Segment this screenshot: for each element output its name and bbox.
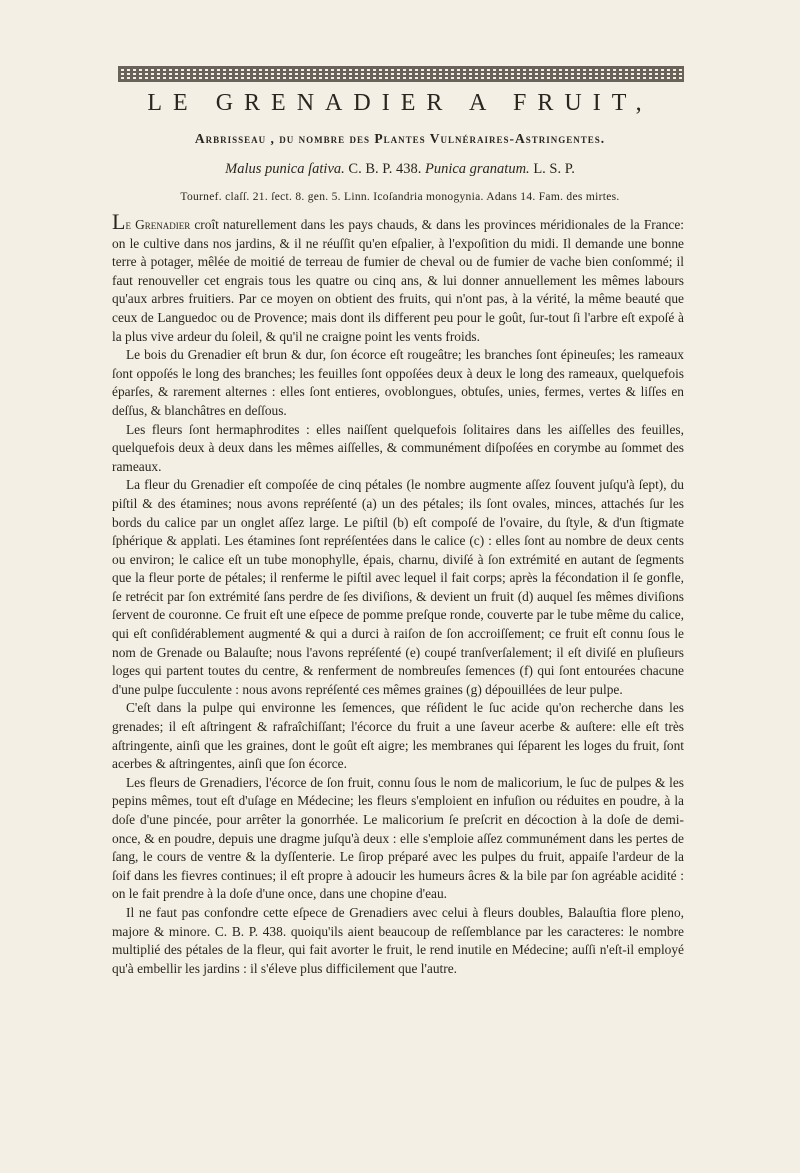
paragraph-5: C'eſt dans la pulpe qui environne les ſemences, que réſident le ſuc acide qu'on recherche dans les grenades; il eſt aſtringent & rafraîchiſſant; l'écorce du fruit a une ſaveur acerbe & auſtere: elle eſt très aſtringente, ainſi que les graines, dont le goût eſt aigre; les membranes qui ſéparent les loges du fruit, ſont acerbes & aſtringentes, ainſi que ſon écorce. [112, 700, 684, 772]
synonym-1-name: Malus punica ſativa. [225, 161, 345, 177]
classification-references: Tournef. claſſ. 21. ſect. 8. gen. 5. Linn. Icoſandria monogynia. Adans 14. Fam. des mirtes. [180, 191, 620, 203]
synonym-2-name: Punica granatum. [424, 161, 530, 177]
paragraph-4: La fleur du Grenadier eſt compoſée de cinq pétales (le nombre augmente aſſez ſouvent juſqu'à ſept), du piſtil & des étamines; nous avons repréſenté (a) un des pétales; ils ſont ovales, minces, attachés ſur les bords du calice par un onglet aſſez large. Le piſtil (b) eſt compoſé de l'ovaire, du ſtyle, & d'un ſtigmate ſphérique & applati. Les étamines ſont repréſentées dans le calice (c) : elles ſont au nombre de deux cents ou environ; le calice eſt un tube monophylle, épais, charnu, diviſé à ſon extrémité en autant de ſegments que la fleur porte de pétales; il renferme le piſtil avec lequel il fait corps; après la fécondation il ſe gonfle, ſe retrécit par ſon extrémité ſans perdre de ſes diviſions, & devient un fruit (d) auquel ſes mêmes diviſions ſervent de couronne. Ce fruit eſt une eſpece de pomme preſque ronde, couverte par le tube même du calice, qui eſt conſidérablement augmenté & qui a durci à raiſon de ſon accroiſſement; ce fruit eſt connu ſous le nom de Grenade ou Balauſte; nous l'avons repréſenté (e) coupé tranſverſalement; il eſt diviſé en pluſieurs loges qui partent toutes du centre, & renferment de nombreuſes ſemences (f) qui ſont entourées chacune d'une pulpe ſucculente : nous avons repréſenté ces mêmes graines (g) dépouillées de leur pulpe. [112, 477, 684, 697]
paragraph-1-text: croît naturellement dans les pays chauds, & dans les provinces méridionales de la France: on le cultive dans nos jardins, & il ne réuſſit qu'en eſpalier, à l'expoſition du midi. Il demande une bonne terre à potager, mêlée de moitié de terreau de fumier de cheval ou de fumier de vache bien conſommé; il faut renouveller cet engrais tous les quatre ou cinq ans, & lui donner annuellement les mêmes labours qu'aux arbres fruitiers. Par ce moyen on obtient des fruits, qui n'ont pas, à la vérité, la même beauté que ceux de Languedoc ou de Provence; mais dont ils different peu pour le goût, ſur-tout ſi l'arbre eſt expoſé à la plus vive ardeur du ſoleil, & qu'il ne craigne point les vents froids. [112, 217, 684, 344]
botanical-synonyms [0, 161, 800, 178]
paragraph-6: Les fleurs de Grenadiers, l'écorce de ſon fruit, connu ſous le nom de malicorium, le ſuc de pulpes & les pepins mêmes, tout eſt d'uſage en Médecine; les fleurs s'emploient en infuſion ou réduites en poudre, à la doſe d'une pincée, pour arrêter la gonorrhée. Le malicorium ſe preſcrit en décoction à la doſe de demi-once, & en poudre, depuis une dragme juſqu'à deux : elle s'emploie aſſez communément dans les pertes de ſang, le cours de ventre & la dyſſenterie. Le ſirop préparé avec les pulpes du fruit, appaiſe l'ardeur de la ſoif dans les fievres continues; il eſt propre à adoucir les humeurs âcres & la bile par ſon agréable acidité : on le fait prendre à la doſe d'une once, dans une chopine d'eau. [112, 774, 684, 902]
ornamental-band [118, 66, 684, 82]
synonym-1-ref: C. B. P. 438. [344, 161, 425, 177]
synonym-2-ref: L. S. P. [529, 161, 575, 177]
page-title: LE GRENADIER A FRUIT, [147, 90, 653, 116]
drop-cap: L [112, 209, 126, 234]
body-text [112, 209, 684, 978]
paragraph-1 [112, 209, 684, 346]
paragraph-3: Les fleurs ſont hermaphrodites : elles naiſſent quelquefois ſolitaires dans les aiſſelles des feuilles, quelquefois deux à deux dans les mêmes aiſſelles, & communément diſpoſées en corymbe au ſommet des rameaux. [112, 421, 684, 474]
paragraph-1-lead: e Grenadier [125, 217, 191, 232]
subtitle: Arbrisseau , du nombre des Plantes Vulnéraires-Astringentes. [194, 131, 606, 146]
paragraph-2: Le bois du Grenadier eſt brun & dur, ſon écorce eſt rougeâtre; les branches ſont épineuſes; les rameaux ſont oppoſés le long des branches; les feuilles ſont oppoſées deux à deux le long des rameaux, quelquefois éparſes, & rarement alternes : elles ſont entieres, ovoblongues, obtuſes, unies, fermes, vertes & liſſes en deſſus, & blanchâtres en deſſous. [112, 347, 684, 418]
paragraph-7: Il ne faut pas confondre cette eſpece de Grenadiers avec celui à fleurs doubles, Balauſtia flore pleno, majore & minore. C. B. P. 438. quoiqu'ils aient beaucoup de reſſemblance par les caracteres: le nombre multiplié des pétales de la fleur, qui fait avorter le fruit, le rend inutile en Médecine; auſſi n'eſt-il employé qu'à embellir les jardins : il s'éleve plus difficilement que l'autre. [112, 904, 684, 976]
